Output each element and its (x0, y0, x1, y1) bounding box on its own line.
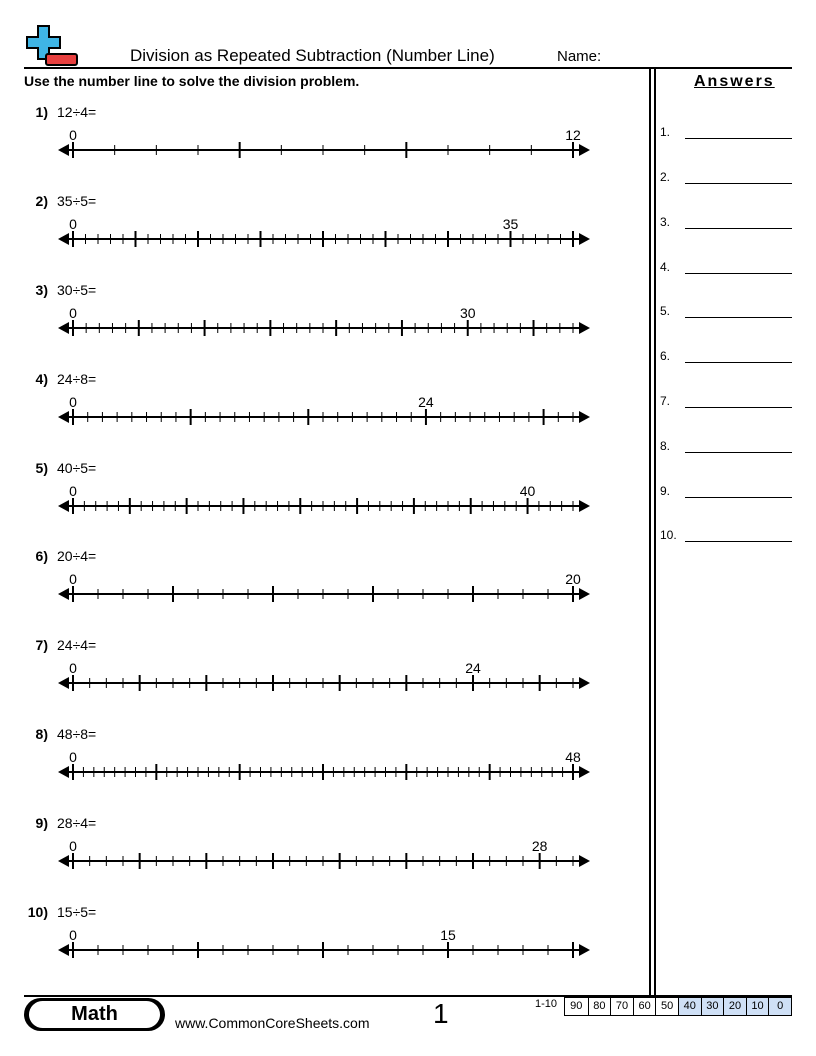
problem-2 (0, 193, 640, 263)
answer-number: 7. (660, 394, 671, 408)
score-range-label: 1-10 (535, 998, 558, 1010)
answer-blank[interactable] (685, 138, 792, 139)
end-label: 20 (565, 571, 581, 587)
number-line (58, 299, 590, 343)
answer-row (660, 260, 792, 280)
problem-number: 4) (35, 371, 48, 387)
end-label: 30 (459, 305, 476, 321)
plus-minus-logo-icon (24, 24, 80, 68)
problem-text: 28÷4= (57, 815, 97, 831)
answer-number: 5. (660, 304, 671, 318)
answer-blank[interactable] (685, 497, 792, 498)
page-title: Division as Repeated Subtraction (Number Line) (130, 46, 495, 65)
end-label: 12 (565, 127, 581, 143)
score-cell: 40 (678, 998, 701, 1015)
right-arrow-icon (579, 677, 590, 689)
problem-text: 35÷5= (57, 193, 97, 209)
problem-4 (0, 371, 640, 441)
start-label: 0 (69, 216, 77, 232)
answer-row (660, 215, 792, 235)
score-cell: 10 (746, 998, 769, 1015)
problem-number: 7) (35, 637, 48, 653)
number-line (58, 477, 590, 521)
score-cell: 90 (570, 1000, 583, 1012)
left-arrow-icon (58, 411, 69, 423)
page-number: 1 (433, 998, 449, 1029)
left-arrow-icon (58, 766, 69, 778)
tick-marks (58, 231, 590, 247)
tick-marks (58, 853, 590, 869)
number-line (58, 121, 590, 165)
right-arrow-icon (579, 322, 590, 334)
start-label: 0 (69, 749, 77, 765)
number-line (58, 654, 590, 698)
problem-number: 2) (35, 193, 48, 209)
tick-marks (58, 142, 590, 158)
answer-number: 8. (660, 439, 671, 453)
answer-number: 4. (660, 260, 671, 274)
answers-heading: Answers (694, 73, 775, 90)
number-line (58, 832, 590, 876)
score-cell: 50 (655, 998, 678, 1015)
problem-1 (0, 104, 640, 174)
tick-marks (58, 942, 590, 958)
left-arrow-icon (58, 588, 69, 600)
left-arrow-icon (58, 144, 69, 156)
right-arrow-icon (579, 766, 590, 778)
subject-label: Math (71, 1003, 118, 1025)
left-arrow-icon (58, 677, 69, 689)
number-line (58, 565, 590, 609)
answer-number: 3. (660, 215, 671, 229)
number-line (58, 388, 590, 432)
number-line (58, 743, 590, 787)
problem-text: 40÷5= (57, 460, 97, 476)
problem-8 (0, 726, 640, 796)
answer-blank[interactable] (685, 541, 792, 542)
left-arrow-icon (58, 500, 69, 512)
tick-marks (58, 409, 590, 425)
answer-blank[interactable] (685, 452, 792, 453)
answer-blank[interactable] (685, 228, 792, 229)
problem-10 (0, 904, 640, 974)
problem-number: 1) (35, 104, 48, 120)
answer-number: 1. (660, 125, 671, 139)
answer-blank[interactable] (685, 362, 792, 363)
answer-row (660, 394, 792, 414)
right-arrow-icon (579, 233, 590, 245)
tick-marks (58, 764, 590, 780)
problem-text: 20÷4= (57, 548, 97, 564)
right-arrow-icon (579, 588, 590, 600)
start-label: 0 (69, 394, 77, 410)
instructions: Use the number line to solve the division problem. (24, 73, 360, 89)
answer-row (660, 349, 792, 369)
end-label: 15 (440, 927, 456, 943)
problem-text: 12÷4= (57, 104, 97, 120)
tick-marks (58, 498, 590, 514)
tick-marks (58, 675, 590, 691)
answer-column-divider-inner (654, 68, 656, 996)
problem-text: 24÷4= (57, 637, 97, 653)
answer-blank[interactable] (685, 273, 792, 274)
problem-number: 10) (27, 904, 48, 920)
end-label: 28 (531, 838, 548, 854)
answer-blank[interactable] (685, 407, 792, 408)
score-table (564, 997, 792, 1016)
answer-number: 6. (660, 349, 671, 363)
answer-column-divider (649, 68, 651, 996)
right-arrow-icon (579, 144, 590, 156)
score-cell: 80 (588, 998, 611, 1015)
problem-9 (0, 815, 640, 885)
problem-text: 15÷5= (57, 904, 97, 920)
problem-number: 6) (35, 548, 48, 564)
right-arrow-icon (579, 500, 590, 512)
tick-marks (58, 586, 590, 602)
left-arrow-icon (58, 855, 69, 867)
answer-number: 9. (660, 484, 671, 498)
header-divider (24, 67, 792, 69)
score-cell: 20 (723, 998, 746, 1015)
left-arrow-icon (58, 322, 69, 334)
start-label: 0 (69, 127, 77, 143)
problem-number: 9) (35, 815, 48, 831)
number-line (58, 210, 590, 254)
problem-number: 3) (35, 282, 48, 298)
answer-blank[interactable] (685, 183, 792, 184)
problem-6 (0, 548, 640, 618)
problem-3 (0, 282, 640, 352)
problem-number: 8) (35, 726, 48, 742)
start-label: 0 (69, 483, 77, 499)
problem-5 (0, 460, 640, 530)
answer-row (660, 304, 792, 324)
site-url: www.CommonCoreSheets.com (175, 1015, 370, 1031)
score-cell: 30 (701, 998, 724, 1015)
right-arrow-icon (579, 411, 590, 423)
problem-text: 24÷8= (57, 371, 97, 387)
end-label: 24 (418, 394, 434, 410)
left-arrow-icon (58, 233, 69, 245)
answer-number: 10. (660, 528, 677, 542)
problem-number: 5) (35, 460, 48, 476)
answer-row (660, 125, 792, 145)
start-label: 0 (69, 571, 77, 587)
answer-number: 2. (660, 170, 671, 184)
end-label: 24 (465, 660, 481, 676)
start-label: 0 (69, 838, 77, 854)
score-cell: 60 (633, 998, 656, 1015)
problem-text: 30÷5= (57, 282, 97, 298)
left-arrow-icon (58, 944, 69, 956)
start-label: 0 (69, 660, 77, 676)
answer-row (660, 439, 792, 459)
answer-row (660, 528, 792, 548)
end-label: 48 (565, 749, 581, 765)
right-arrow-icon (579, 944, 590, 956)
answer-blank[interactable] (685, 317, 792, 318)
end-label: 35 (502, 216, 519, 232)
end-label: 40 (519, 483, 536, 499)
answer-row (660, 484, 792, 504)
start-label: 0 (69, 305, 77, 321)
score-cell: 0 (768, 998, 791, 1015)
tick-marks (58, 320, 590, 336)
problem-7 (0, 637, 640, 707)
name-label: Name: (557, 48, 602, 65)
number-line (58, 921, 590, 965)
right-arrow-icon (579, 855, 590, 867)
score-cell: 70 (610, 998, 633, 1015)
answer-row (660, 170, 792, 190)
problem-text: 48÷8= (57, 726, 97, 742)
start-label: 0 (69, 927, 77, 943)
